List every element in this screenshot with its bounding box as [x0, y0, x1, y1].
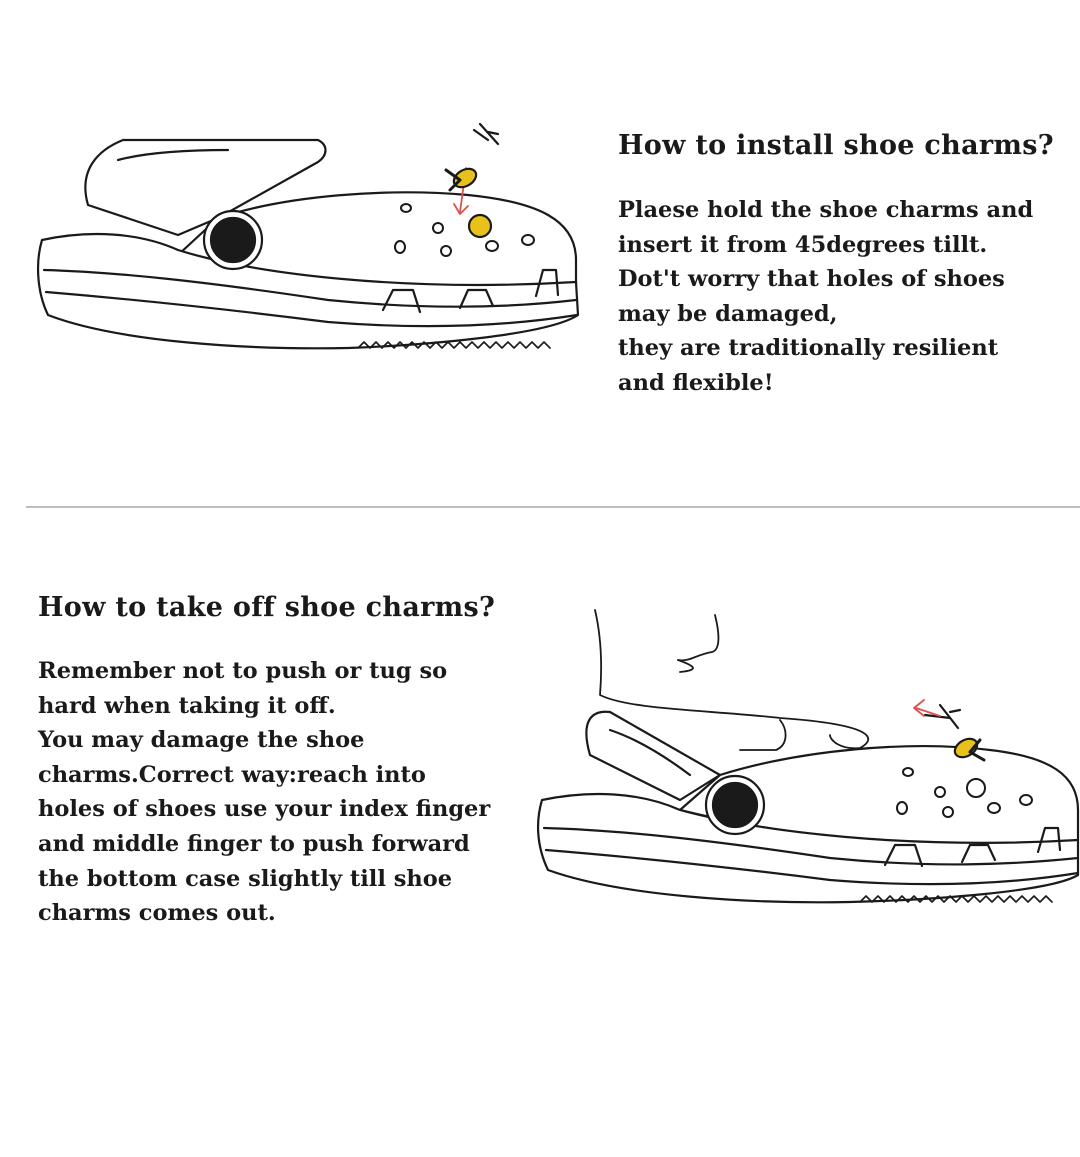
- install-instructions: [618, 193, 1033, 401]
- clog-strap: [586, 712, 720, 800]
- install-heading: How to install shoe charms?: [618, 130, 1054, 161]
- remove-line: Remember not to push or tug so: [38, 658, 448, 684]
- install-line: and flexible!: [618, 369, 774, 396]
- remove-line: holes of shoes use your index finger: [38, 796, 491, 823]
- install-line: they are traditionally resilient: [618, 335, 999, 362]
- install-line: Plaese hold the shoe charms and: [618, 197, 1034, 223]
- remove-clog-illustration: [530, 600, 1080, 930]
- remove-line: charms.Correct way:reach into: [38, 761, 426, 788]
- remove-line: hard when taking it off.: [38, 692, 336, 719]
- install-line: may be damaged,: [618, 300, 838, 327]
- floating-charm-icon: [446, 124, 498, 191]
- remove-line: charms comes out.: [38, 900, 276, 927]
- remove-line: and middle finger to push forward: [38, 830, 470, 857]
- install-line: Dot't worry that holes of shoes: [618, 266, 1005, 293]
- remove-line: You may damage the shoe: [38, 727, 365, 754]
- install-line: insert it from 45degrees tillt.: [618, 231, 988, 258]
- remove-arrow-icon: [914, 700, 940, 716]
- section-divider: [26, 506, 1080, 508]
- remove-heading: How to take off shoe charms?: [38, 592, 496, 623]
- remove-line: the bottom case slightly till shoe: [38, 865, 453, 892]
- charm-icon: [469, 215, 491, 237]
- remove-instructions: [38, 654, 490, 931]
- install-clog-illustration: [28, 110, 598, 370]
